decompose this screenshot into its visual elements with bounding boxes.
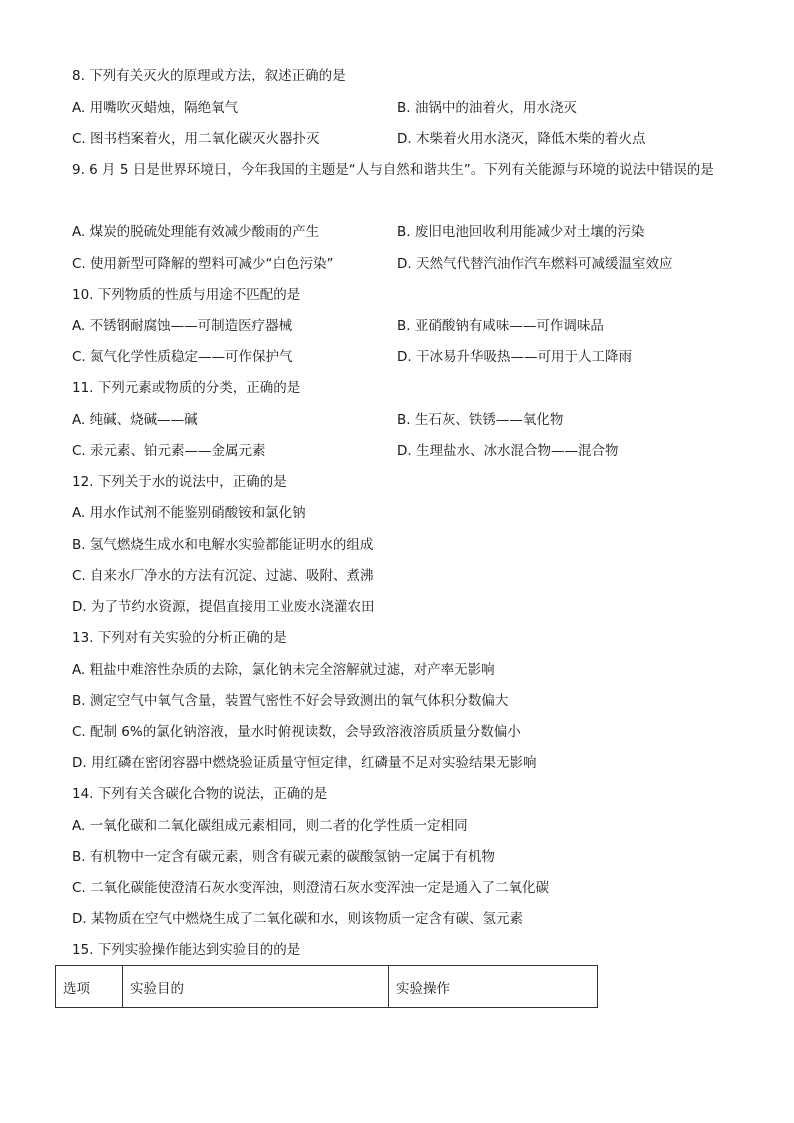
question-14-option-d: D. 某物质在空气中燃烧生成了二氧化碳和水，则该物质一定含有碳、氢元素 [72, 911, 523, 927]
question-10-stem: 10. 下列物质的性质与用途不匹配的是 [72, 287, 301, 303]
question-10-option-c: C. 氮气化学性质稳定——可作保护气 [72, 349, 293, 365]
question-14-stem: 14. 下列有关含碳化合物的说法，正确的是 [72, 786, 328, 802]
question-14-option-b: B. 有机物中一定含有碳元素，则含有碳元素的碳酸氢钠一定属于有机物 [72, 849, 495, 865]
question-8-option-a: A. 用嘴吹灭蜡烛，隔绝氧气 [72, 100, 239, 116]
question-14-option-a: A. 一氧化碳和二氧化碳组成元素相同，则二者的化学性质一定相同 [72, 818, 468, 834]
question-11-stem: 11. 下列元素或物质的分类，正确的是 [72, 380, 301, 396]
question-12-option-a: A. 用水作试剂不能鉴别硝酸铵和氯化钠 [72, 505, 306, 521]
question-13-option-b: B. 测定空气中氧气含量，装置气密性不好会导致测出的氧气体积分数偏大 [72, 693, 509, 709]
question-10-option-b: B. 亚硝酸钠有咸味——可作调味品 [397, 318, 604, 334]
question-11-option-c: C. 汞元素、铂元素——金属元素 [72, 443, 266, 459]
question-8-option-b: B. 油锅中的油着火，用水浇灭 [397, 100, 577, 116]
question-12-stem: 12. 下列关于水的说法中，正确的是 [72, 474, 287, 490]
question-12-option-b: B. 氢气燃烧生成水和电解水实验都能证明水的组成 [72, 537, 374, 553]
question-10-option-d: D. 干冰易升华吸热——可用于人工降雨 [397, 349, 632, 365]
question-13-stem: 13. 下列对有关实验的分析正确的是 [72, 630, 287, 646]
question-8-option-d: D. 木柴着火用水浇灭，降低木柴的着火点 [397, 131, 646, 147]
question-10-option-a: A. 不锈钢耐腐蚀——可制造医疗器械 [72, 318, 293, 334]
question-15-stem: 15. 下列实验操作能达到实验目的的是 [72, 942, 301, 958]
question-11-option-a: A. 纯碱、烧碱——碱 [72, 412, 198, 428]
question-9-option-a: A. 煤炭的脱硫处理能有效减少酸雨的产生 [72, 224, 320, 240]
question-13-option-c: C. 配制 6%的氯化钠溶液，量水时俯视读数，会导致溶液溶质质量分数偏小 [72, 724, 521, 740]
question-9-option-d: D. 天然气代替汽油作汽车燃料可减缓温室效应 [397, 256, 673, 272]
question-8-option-c: C. 图书档案着火，用二氧化碳灭火器扑灭 [72, 131, 320, 147]
question-11-option-b: B. 生石灰、铁锈——氧化物 [397, 412, 564, 428]
question-9-option-c: C. 使用新型可降解的塑料可减少“白色污染” [72, 256, 334, 272]
question-9-option-b: B. 废旧电池回收利用能减少对土壤的污染 [397, 224, 645, 240]
question-13-option-d: D. 用红磷在密闭容器中燃烧验证质量守恒定律，红磷量不足对实验结果无影响 [72, 755, 537, 771]
question-13-option-a: A. 粗盐中难溶性杂质的去除，氯化钠未完全溶解就过滤，对产率无影响 [72, 662, 495, 678]
question-12-option-d: D. 为了节约水资源，提倡直接用工业废水浇灌农田 [72, 599, 375, 615]
question-11-option-d: D. 生理盐水、冰水混合物——混合物 [397, 443, 619, 459]
question-9-stem: 9. 6 月 5 日是世界环境日，今年我国的主题是“人与自然和谐共生”。下列有关能源与环境的说法中错误的是 [72, 162, 714, 178]
table-header-row [56, 966, 598, 1008]
question-14-option-c: C. 二氧化碳能使澄清石灰水变浑浊，则澄清石灰水变浑浊一定是通入了二氧化碳 [72, 880, 550, 896]
table-header-operation: 实验操作 [389, 966, 598, 1008]
question-12-option-c: C. 自来水厂净水的方法有沉淀、过滤、吸附、煮沸 [72, 568, 374, 584]
question-8-stem: 8. 下列有关灭火的原理或方法，叙述正确的是 [72, 68, 346, 84]
experiment-table [55, 965, 598, 1008]
table-header-purpose: 实验目的 [123, 966, 389, 1008]
table-header-option: 选项 [56, 966, 123, 1008]
